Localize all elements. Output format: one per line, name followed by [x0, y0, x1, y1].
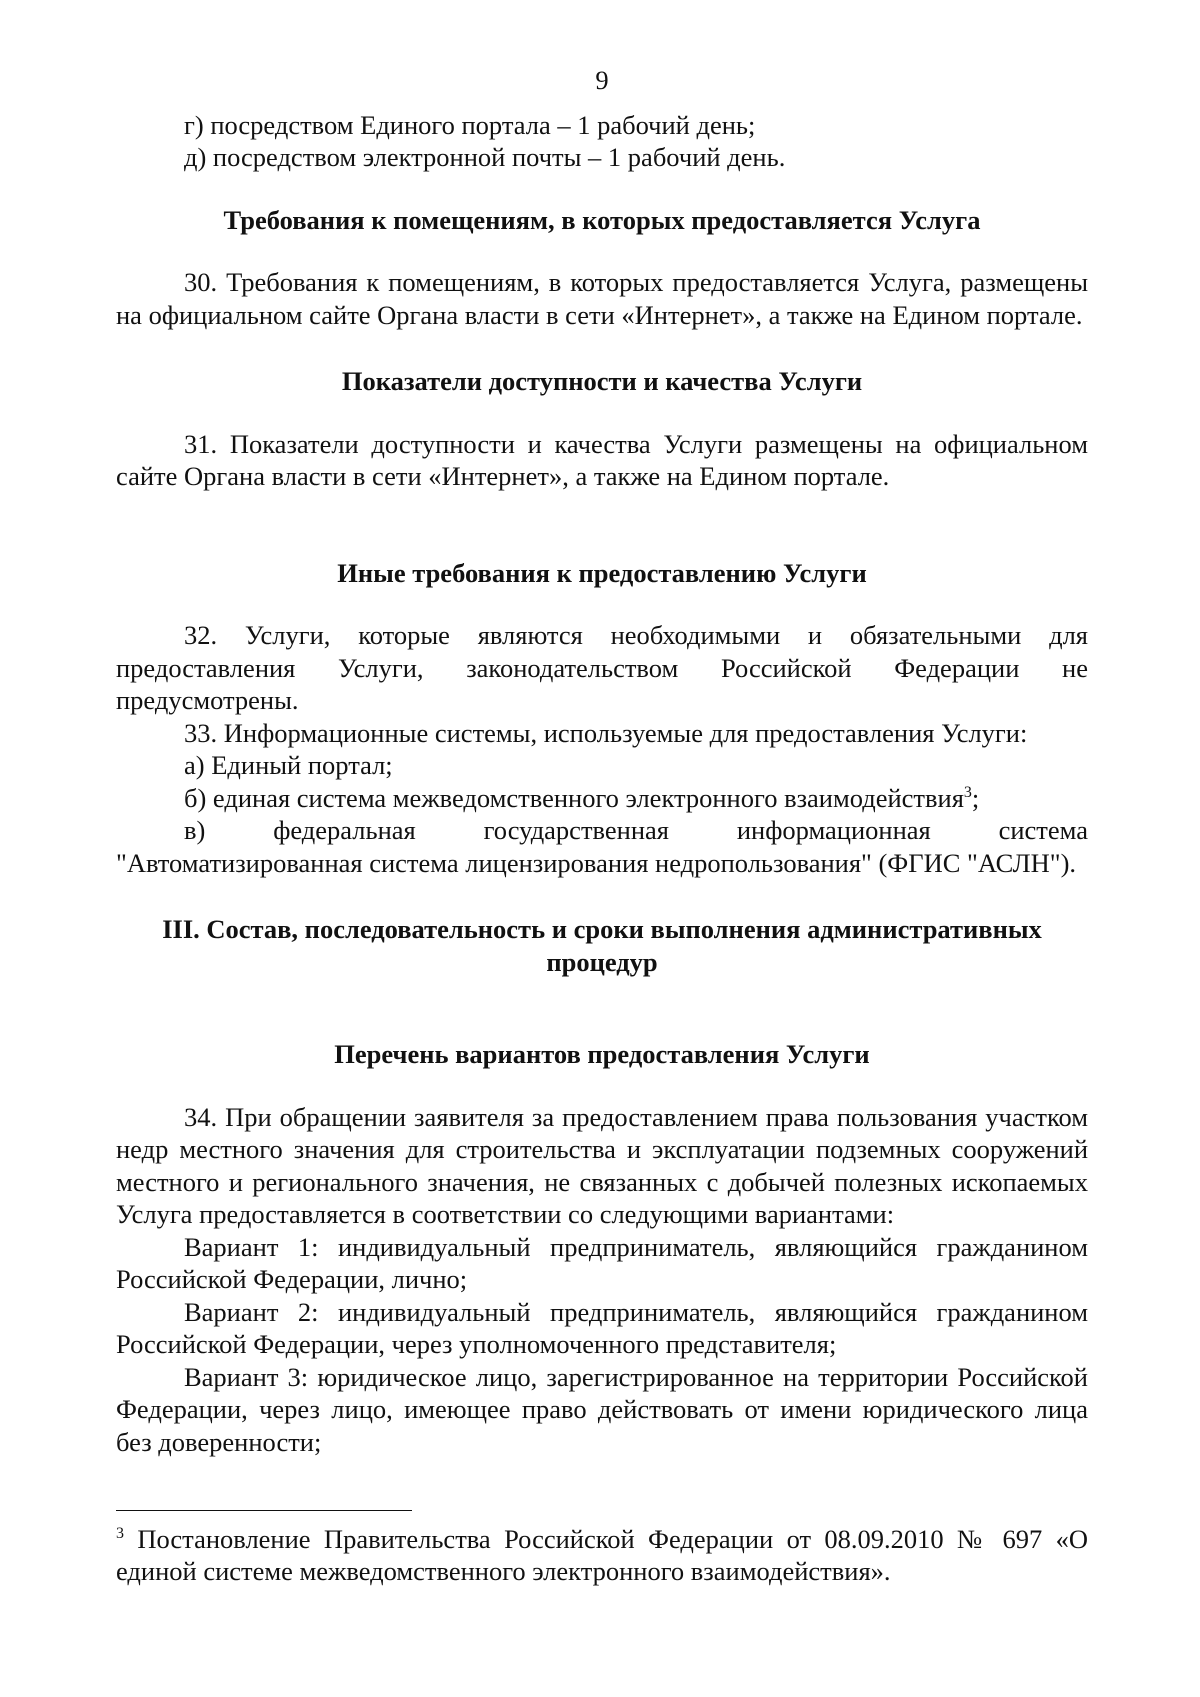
paragraph-33: 33. Информационные системы, используемые для предоставления Услуги:: [184, 717, 1028, 748]
list-item-b: [116, 782, 1088, 815]
footnote-text: Постановление Правительства Российской Федерации от 08.09.2010 № 697 «О единой системе межведомственного электронного взаимодействия».: [116, 1524, 1088, 1586]
page-number: 9: [595, 65, 609, 95]
heading-quality: Показатели доступности и качества Услуги: [341, 366, 863, 396]
list-item-b-end: ;: [971, 782, 980, 813]
heading-premises: Требования к помещениям, в которых предоставляется Услуга: [223, 204, 981, 235]
footnote-area: [116, 1510, 1088, 1587]
paragraph-32: 32. Услуги, которые являются необходимыми и обязательными для предоставления Услуги, законодательством Российской Федерации не предусмотрены.: [116, 620, 1088, 715]
chapter-heading: [116, 913, 1088, 978]
footnote-reference: 3: [963, 783, 972, 801]
footnote-mark: 3: [116, 1525, 124, 1543]
chapter-heading-line-2: процедур: [546, 946, 658, 977]
footnote-divider: [116, 1510, 412, 1511]
variant-3: Вариант 3: юридическое лицо, зарегистрированное на территории Российской Федерации, через лицо, имеющее право действовать от имени юридического лица без доверенности;: [116, 1361, 1088, 1457]
heading-variants: Перечень вариантов предоставления Услуги: [334, 1039, 870, 1069]
list-item-d: д) посредством электронной почты – 1 рабочий день.: [184, 142, 786, 172]
variant-2: Вариант 2: индивидуальный предприниматель, являющийся гражданином Российской Федерации, через уполномоченного представителя;: [116, 1296, 1088, 1359]
footnote: [116, 1523, 1088, 1587]
list-item-v: в) федеральная государственная информационная система "Автоматизированная система лицензирования недропользования" (ФГИС "АСЛН").: [116, 815, 1088, 878]
paragraph-34: 34. При обращении заявителя за предоставлением права пользования участком недр местного значения для строительства и эксплуатации подземных сооружений местного и регионального значения, не связанных с добычей полезных ископаемых Услуга предоставляется в соответствии со следующими вариантами:: [116, 1101, 1088, 1229]
variant-1: Вариант 1: индивидуальный предприниматель, являющийся гражданином Российской Федерации, лично;: [116, 1231, 1088, 1294]
list-item-b-text: б) единая система межведомственного электронного взаимодействия: [184, 782, 964, 813]
paragraph-30: 30. Требования к помещениям, в которых предоставляется Услуга, размещены на официальном сайте Органа власти в сети «Интернет», а также на Едином портале.: [116, 267, 1088, 330]
heading-other-requirements: Иные требования к предоставлению Услуги: [337, 557, 867, 588]
paragraph-31: 31. Показатели доступности и качества Услуги размещены на официальном сайте Органа власти в сети «Интернет», а также на Едином портале.: [116, 428, 1088, 491]
list-item-a: а) Единый портал;: [184, 750, 393, 780]
chapter-heading-line-1: III. Состав, последовательность и сроки выполнения административных: [162, 914, 1042, 944]
list-item-g: г) посредством Единого портала – 1 рабочий день;: [184, 109, 756, 140]
